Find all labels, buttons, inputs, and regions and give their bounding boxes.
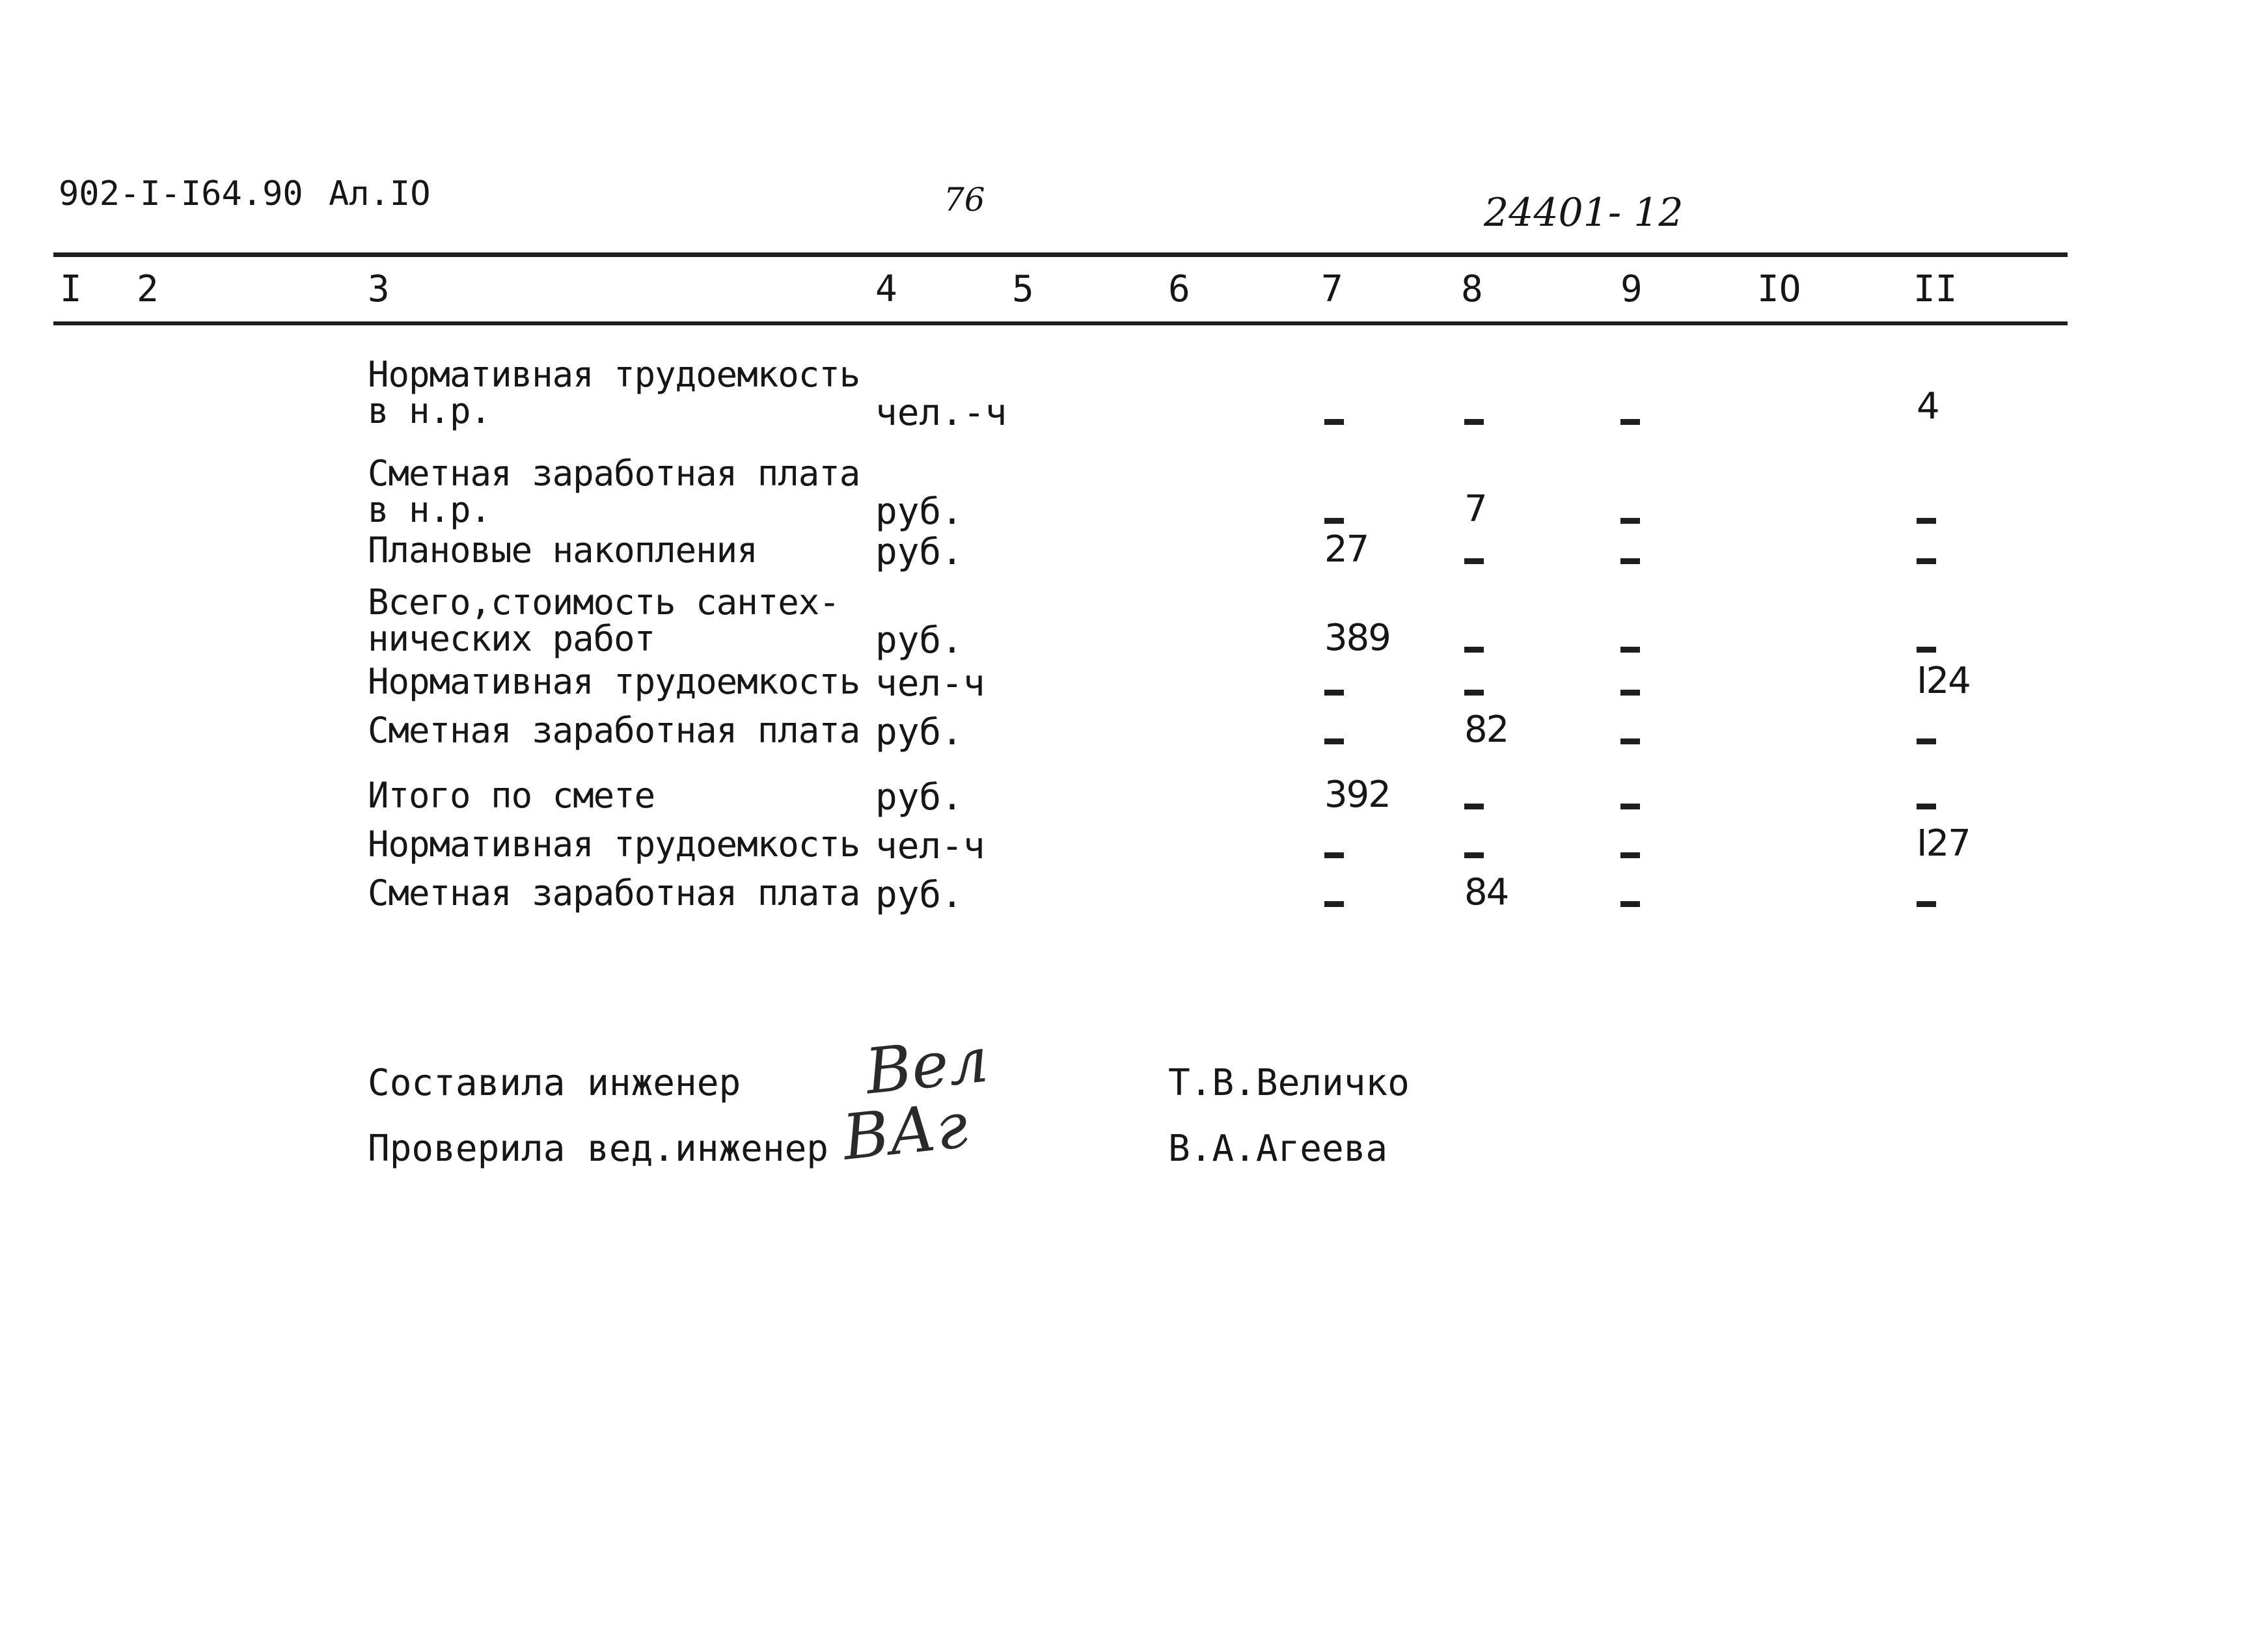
dash-mark <box>1464 804 1484 809</box>
row-description-line: Сметная заработная плата <box>368 710 860 751</box>
dash-mark <box>1464 690 1484 696</box>
dash-mark <box>1620 419 1640 425</box>
signer-name: В.А.Агеева <box>1168 1128 1388 1170</box>
row-description-line: Сметная заработная плата <box>368 873 860 914</box>
dash-mark <box>1324 690 1344 696</box>
value-c8: 84 <box>1464 871 1509 914</box>
value-dash-c11 <box>1917 871 1936 914</box>
value-dash-c7 <box>1324 822 1344 865</box>
value-dash-c7 <box>1324 389 1344 431</box>
value-dash-c7 <box>1324 871 1344 914</box>
row-description <box>368 875 860 912</box>
value-c8: 7 <box>1464 488 1486 530</box>
row-unit: руб. <box>875 711 963 753</box>
row-description-line: Плановые накопления <box>368 530 758 571</box>
row-description <box>368 661 860 702</box>
value-dash-c8 <box>1464 528 1484 571</box>
dash-mark <box>1324 738 1344 744</box>
column-number: II <box>1913 268 1958 310</box>
column-number: 5 <box>1012 268 1034 310</box>
dash-mark <box>1620 852 1640 858</box>
dash-mark <box>1464 852 1484 858</box>
row-description <box>368 532 758 569</box>
header-bottom-rule <box>53 321 2068 325</box>
value-dash-c9 <box>1620 774 1640 816</box>
dash-mark <box>1620 690 1640 696</box>
value-dash-c9 <box>1620 528 1640 571</box>
value-c8: 82 <box>1464 709 1509 751</box>
dash-mark <box>1620 804 1640 809</box>
value-dash-c11 <box>1917 774 1936 816</box>
value-dash-c7 <box>1324 709 1344 751</box>
row-unit: руб. <box>875 874 963 916</box>
row-unit: чел.-ч <box>875 392 1007 434</box>
row-description-line: нических работ <box>368 618 655 659</box>
order-code: 24401- 12 <box>1484 190 1684 236</box>
row-description <box>368 775 655 816</box>
dash-mark <box>1917 738 1936 744</box>
dash-mark <box>1917 518 1936 524</box>
column-number: 8 <box>1461 268 1483 310</box>
top-rule <box>53 252 2068 257</box>
value-dash-c8 <box>1464 774 1484 816</box>
value-dash-c9 <box>1620 822 1640 865</box>
row-description <box>368 455 860 528</box>
dash-mark <box>1324 419 1344 425</box>
column-number: IO <box>1757 268 1801 310</box>
row-unit: руб. <box>875 531 963 573</box>
value-dash-c8 <box>1464 822 1484 865</box>
dash-mark <box>1464 647 1484 653</box>
value-dash-c9 <box>1620 389 1640 431</box>
dash-mark <box>1620 518 1640 524</box>
row-description-line: в н.р. <box>368 390 491 431</box>
row-unit: чел-ч <box>875 662 985 705</box>
row-unit: чел-ч <box>875 825 985 867</box>
dash-mark <box>1464 558 1484 564</box>
column-number: 9 <box>1620 268 1643 310</box>
row-description <box>368 826 860 863</box>
row-description <box>368 354 860 431</box>
album-number: Ал.IO <box>329 174 431 213</box>
value-dash-c11 <box>1917 709 1936 751</box>
value-dash-c7 <box>1324 660 1344 702</box>
dash-mark <box>1620 901 1640 907</box>
value-c11: I24 <box>1917 660 1970 702</box>
dash-mark <box>1324 852 1344 858</box>
dash-mark <box>1917 558 1936 564</box>
value-dash-c7 <box>1324 488 1344 530</box>
value-c11: 4 <box>1917 385 1939 427</box>
row-description-line: Нормативная трудоемкость <box>368 354 860 395</box>
column-number: 2 <box>137 268 159 310</box>
dash-mark <box>1917 647 1936 653</box>
dash-mark <box>1620 738 1640 744</box>
row-description-line: в н.р. <box>368 489 491 530</box>
signature-role: Проверила вед.инженер <box>368 1128 829 1170</box>
value-dash-c8 <box>1464 617 1484 659</box>
value-dash-c11 <box>1917 617 1936 659</box>
dash-mark <box>1324 901 1344 907</box>
column-number: 7 <box>1321 268 1343 310</box>
row-description-line: Сметная заработная плата <box>368 453 860 494</box>
document-code: 902-I-I64.90 <box>59 174 303 213</box>
value-dash-c9 <box>1620 617 1640 659</box>
column-number: 4 <box>875 268 897 310</box>
page-number: 76 <box>944 181 985 219</box>
value-dash-c8 <box>1464 389 1484 431</box>
handwritten-signature: ВАг <box>839 1089 972 1174</box>
dash-mark <box>1917 901 1936 907</box>
row-description-line: Нормативная трудоемкость <box>368 824 860 865</box>
value-c7: 392 <box>1324 774 1390 816</box>
column-number: 3 <box>368 268 390 310</box>
row-description <box>368 584 840 657</box>
dash-mark <box>1324 518 1344 524</box>
dash-mark <box>1917 804 1936 809</box>
column-number: I <box>60 268 82 310</box>
value-dash-c9 <box>1620 488 1640 530</box>
row-description <box>368 712 860 749</box>
value-c11: I27 <box>1917 822 1970 865</box>
value-c7: 389 <box>1324 617 1390 659</box>
dash-mark <box>1464 419 1484 425</box>
value-dash-c11 <box>1917 528 1936 571</box>
row-description-line: Всего,стоимость сантех- <box>368 582 840 623</box>
value-c7: 27 <box>1324 528 1369 571</box>
signature-role: Составила инженер <box>368 1062 741 1104</box>
value-dash-c9 <box>1620 709 1640 751</box>
handwritten-signature: Вел <box>862 1023 992 1109</box>
signer-name: Т.В.Величко <box>1168 1062 1410 1104</box>
row-unit: руб. <box>875 491 963 533</box>
row-unit: руб. <box>875 776 963 819</box>
row-unit: руб. <box>875 619 963 662</box>
value-dash-c8 <box>1464 660 1484 702</box>
row-description-line: Итого по смете <box>368 775 655 816</box>
value-dash-c9 <box>1620 660 1640 702</box>
value-dash-c9 <box>1620 871 1640 914</box>
row-description-line: Нормативная трудоемкость <box>368 661 860 702</box>
dash-mark <box>1620 558 1640 564</box>
column-number: 6 <box>1168 268 1190 310</box>
value-dash-c11 <box>1917 488 1936 530</box>
dash-mark <box>1620 647 1640 653</box>
